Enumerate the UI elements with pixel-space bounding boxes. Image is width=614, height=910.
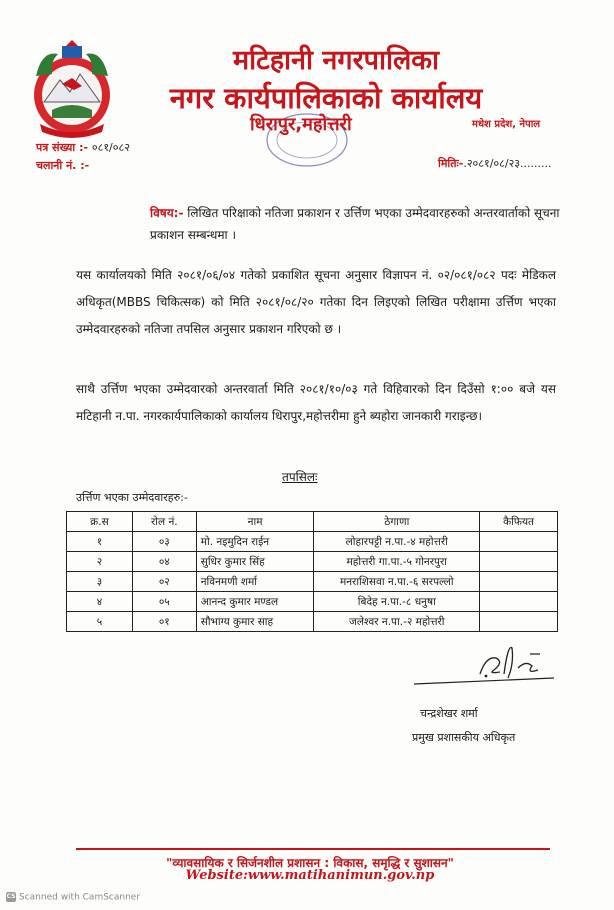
- passed-candidates-label: उर्त्तिण भएका उम्मेदवारहरु:-: [76, 491, 188, 504]
- body-paragraph-1: यस कार्यालयको मिति २०८१/०६/०४ गतेको प्रकाशित सूचना अनुसार विज्ञापन नं. ०२/०८१/०८२ पदः मेडिकल अधिकृत(MBBS चिकित्सक) को मिति २०८१/०८/२० गतेका दिन लिइएको लिखित परीक्षामा उर्त्तिण भएका उम्मेदवारहरुको नतिजा तपसिल अनुसार प्रकाशन गरिएको छ ।: [76, 268, 556, 336]
- roll-cell: ०३: [132, 532, 196, 552]
- roll-cell: ०५: [132, 592, 196, 612]
- letter-date: [438, 156, 551, 171]
- serial-cell: ३: [67, 572, 133, 592]
- table-header-row: [67, 512, 558, 532]
- province-label: मधेश प्रदेश, नेपाल: [472, 119, 541, 130]
- address-cell: महोत्तरी गा.पा.-५ गोनरपुरा: [314, 552, 480, 572]
- name-cell: मो. नइमुदिन राईन: [196, 532, 314, 552]
- subject-text: लिखित परिक्षाको नतिजा प्रकाशन र उर्त्तिण भएका उम्मेदवारहरुको अन्तरवार्ताको सूचना प्रकाशन सम्बन्धमा ।: [150, 206, 560, 242]
- body-paragraph-2: साथै उर्त्तिण भएका उम्मेदवारको अन्तरवार्ता मिति २०८१/१०/०३ गते विहिवारको दिन दिउँसो १:०० बजे यस मटिहानी न.पा. नगरकार्यपालिकाको कार्यालय धिरापुर,महोत्तरीमा हुने ब्यहोरा जानकारी गराइन्छ।: [76, 382, 556, 423]
- nepal-emblem-icon: [22, 40, 122, 140]
- name-cell: आनन्द कुमार मण्डल: [196, 592, 314, 612]
- address-cell: बिदेह न.पा.-८ धनुषा: [314, 592, 480, 612]
- scanner-text: Scanned with CamScanner: [19, 892, 141, 903]
- remarks-cell: [480, 612, 558, 632]
- table-header-cell: नाम: [196, 512, 314, 532]
- address-cell: लोहारपट्टी न.पा.-४ महोत्तरी: [314, 532, 480, 552]
- remarks-cell: [480, 592, 558, 612]
- remarks-cell: [480, 572, 558, 592]
- serial-cell: ४: [67, 592, 133, 612]
- table-row: [67, 592, 558, 612]
- office-location: धिरापुर,महोत्तरी: [250, 114, 352, 135]
- table-header-cell: कैफियत: [480, 512, 558, 532]
- remarks-cell: [480, 532, 558, 552]
- serial-cell: २: [67, 552, 133, 572]
- table-header-cell: ठेगाणा: [314, 512, 480, 532]
- candidates-table: [66, 511, 558, 632]
- table-header-cell: क्र.स: [67, 512, 133, 532]
- handwritten-signature-icon: [408, 634, 558, 694]
- details-heading: तपसिलः: [282, 470, 318, 484]
- name-cell: नविनमणी शर्मा: [196, 572, 314, 592]
- date-label: मितिः-: [438, 157, 464, 170]
- address-cell: मनराशिसवा न.पा.-६ सरपल्लो: [314, 572, 480, 592]
- dispatch-number: [36, 158, 89, 173]
- table-row: [67, 532, 558, 552]
- footer-slogan: "व्यावसायिक र सिर्जनशील प्रशासन : विकास, समृद्धि र सुशासन": [166, 856, 454, 870]
- address-cell: जलेश्वर न.पा.-२ महोत्तरी: [314, 612, 480, 632]
- table-row: [67, 552, 558, 572]
- roll-cell: ०२: [132, 572, 196, 592]
- office-name: नगर कार्यपालिकाको कार्यालय: [169, 81, 483, 115]
- serial-cell: ५: [67, 612, 133, 632]
- signatory-name: चन्द्रशेखर शर्मा: [420, 707, 478, 720]
- subject-label: विषय:-: [150, 206, 184, 220]
- table-row: [67, 612, 558, 632]
- serial-cell: १: [67, 532, 133, 552]
- letter-number-label: पत्र संख्या :-: [36, 141, 89, 154]
- remarks-cell: [480, 552, 558, 572]
- date-value: .२०८१/०८/२३.........: [463, 157, 552, 170]
- roll-cell: ०४: [132, 552, 196, 572]
- letter-number: [36, 140, 130, 155]
- signatory-title: प्रमुख प्रशासकीय अधिकृत: [412, 731, 516, 744]
- table-row: [67, 572, 558, 592]
- roll-cell: ०१: [132, 612, 196, 632]
- footer-website: Website:www.matihanimun.gov.np: [185, 868, 435, 883]
- dispatch-number-label: चलानी नं. :-: [36, 159, 90, 172]
- subject-line: [150, 202, 570, 246]
- name-cell: सुधिर कुमार सिंह: [196, 552, 314, 572]
- table-header-cell: रोल नं.: [132, 512, 196, 532]
- camscanner-icon: CS: [6, 893, 16, 900]
- name-cell: सौभाग्य कुमार साह: [196, 612, 314, 632]
- scanner-watermark: [6, 892, 140, 903]
- letter-number-value: ०८१/०८२: [91, 141, 130, 154]
- footer-divider: [76, 848, 550, 850]
- municipality-name: मटिहानी नगरपालिका: [232, 45, 440, 76]
